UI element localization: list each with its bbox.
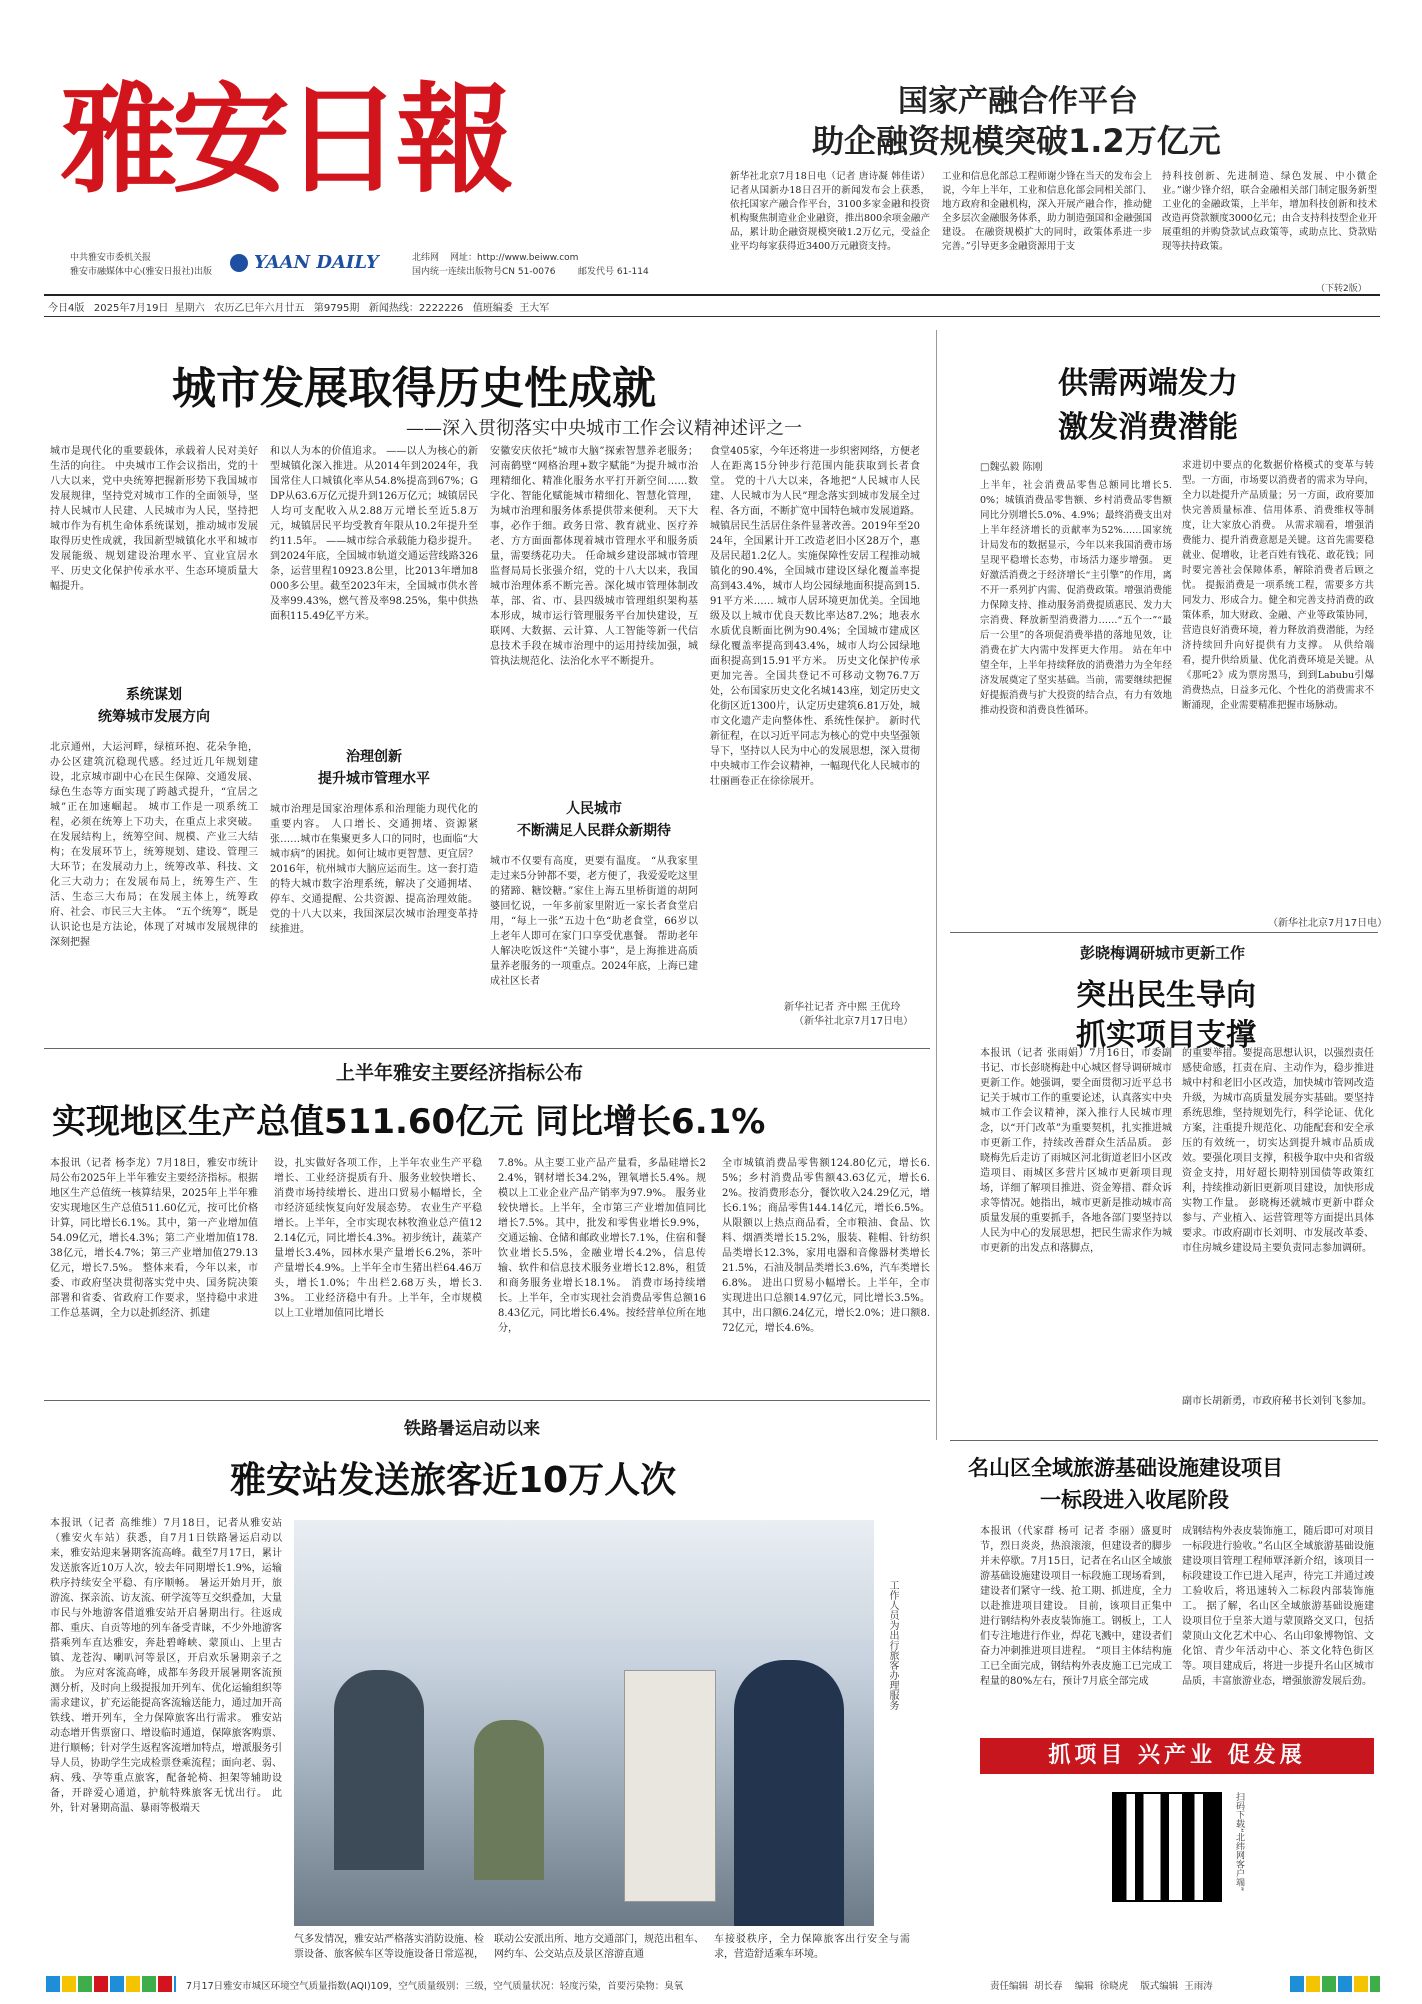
lead-col-3: 安徽安庆依托“城市大脑”探索智慧养老服务；河南鹤壁“网格治理+数字赋能”为提升城市治理精细化、精准化服务水平打开新空间……数字化、智能化赋能城市精细化、智慧化管理，为城市治理和服务体系提供带来便利。 天下大事，必作于细。政务日常、教育就业、医疗养老、方方面面都体现着城市管理水平和服务质量，需要绣花功夫。 任命城乡建设部城市管理监督局局长张强介绍，党的十八大以来，我国城市治理体系不断完善。深化城市管理体制改革，部、省、市、县四级城市管理组织架构基本形成，城市运行管理服务平台加快建设，互联网、大数据、云计算、人工智能等新一代信息技术手段在城市治理中的运用持续加强，城管执法规范化、法治化水平不断提升。 (490, 446, 698, 667)
website-url[interactable]: 网址：http://www.beiww.com (450, 253, 579, 263)
economy-top-rule (44, 1048, 930, 1049)
color-bar (1290, 1976, 1380, 1992)
lead-subhead-3b: 不断满足人民群众新期待 (517, 823, 671, 839)
staff-figure (734, 1660, 844, 1926)
top-story-continued: （下转2版） (1316, 284, 1367, 294)
column-divider (936, 330, 937, 1440)
lead-subhead-2b: 提升城市管理水平 (318, 771, 430, 787)
peng-kicker: 彭晓梅调研城市更新工作 (1080, 944, 1246, 962)
mingshan-headline-1: 名山区全域旅游基础设施建设项目 (968, 1456, 1283, 1480)
logo-icon (230, 254, 248, 272)
mingshan-col-1: 本报讯（代家群 杨可 记者 李丽）盛夏时节，烈日炎炎，热浪滚滚，但建设者的脚步并未停歇。7月15日，记者在名山区全域旅游基础设施建设项目一标段施工现场看到，建设者们紧守一线、抢工期、抓进度，全力以赴推进项目建设。 目前，该项目正集中进行钢结构外表皮装饰施工。钢板上，工人们专注地进行作业，焊花飞溅中，建设者们奋力冲刺推进项目进程。 “项目主体结构施工已全面完成，钢结构外表皮施工已完成工程量的80%左右，预计7月底全部完成 (980, 1526, 1172, 1687)
masthead-english: YAAN DAILY (254, 252, 379, 273)
mingshan-col-2: 成钢结构外表皮装饰施工，随后即可对项目一标段进行验收。”名山区全域旅游基础设施建设项目管理工程师覃泽新介绍，该项目一标段建设工作已进入尾声，待完工并通过竣工验收后，将迅速转入二标段内部装饰施工。 据了解，名山区全域旅游基础设施建设项目位于皇茶大道与蒙顶路交叉口，包括蒙顶山文化艺术中心、名山印象博物馆、文化馆、青少年活动中心、茶文化特色街区等。项目建成后，将进一步提升名山区城市品质，丰富旅游业态，增强旅游发展后劲。 (1182, 1526, 1374, 1687)
mingshan-headline-2: 一标段进入收尾阶段 (1040, 1488, 1229, 1512)
peng-col-2b: 副市长胡新勇，市政府秘书长刘钊飞参加。 (1182, 1396, 1372, 1407)
weather-line: 7月17日雅安市城区环境空气质量指数(AQI)109，空气质量级别：三级，空气质量状况：轻度污染，首要污染物：臭氧 (186, 1981, 684, 1992)
qr-code-icon[interactable] (1112, 1792, 1222, 1902)
ticket-gate (624, 1670, 716, 1902)
railway-photo (294, 1520, 874, 1926)
lead-subhead-1a: 系统谋划 (126, 687, 182, 703)
editors-line: 责任编辑 胡长春 编辑 徐晓虎 版式编辑 王雨涛 (990, 1981, 1213, 1992)
consumption-col-1: 上半年，社会消费品零售总额同比增长5.0%；城镇消费品零售额、乡村消费品零售额同比分别增长5.0%、4.9%；最终消费支出对上半年经济增长的贡献率为52%……国家统计局发布的数据显示，今年以来我国消费市场呈现平稳增长态势，市场活力逐步增强。 更好激活消费之于经济增长“主引擎”的作用，离不开一系列扩内需、促消费政策。增强消费能力保障支持、推动服务消费提质惠民、发力大宗消费、释放新型消费潜力……“五个一”“最后一公里”的各项促消费举措的落地见效，让消费在扩大内需中发挥更大作用。 站在年中望全年，上半年持续释放的消费潜力为全年经济发展奠定了坚实基础。当前，需要继续把握好提振消费与扩大投资的结合点，有力有效地推动投资和消费良性循环。 (980, 480, 1172, 716)
economy-col-1: 本报讯（记者 杨李龙）7月18日，雅安市统计局公布2025年上半年雅安主要经济指标。根据地区生产总值统一核算结果，2025年上半年雅安实现地区生产总值511.60亿元，按可比价格计算，同比增长6.1%。其中，第一产业增加值54.09亿元，增长4.3%；第二产业增加值178.38亿元，增长4.7%；第三产业增加值279.13亿元，增长7.5%。 整体来看，今年以来，市委、市政府坚决贯彻落实党中央、国务院决策部署和省委、省政府工作要求，坚持稳中求进工作总基调，全力以赴抓经济、抓建 (50, 1158, 258, 1319)
color-bar (46, 1976, 176, 1992)
masthead-rule (44, 294, 1380, 296)
postal-code: 邮发代号 61-114 (578, 267, 649, 277)
website-label: 北纬网 (412, 253, 440, 263)
consumption-headline-2: 激发消费潜能 (1058, 410, 1238, 445)
lead-headline: 城市发展取得历史性成就 (172, 363, 656, 414)
railway-below-3: 车接驳秩序，全力保障旅客出行安全与需求，营造舒适乘车环境。 (714, 1934, 910, 1960)
railway-kicker: 铁路暑运启动以来 (404, 1419, 540, 1439)
railway-below-2: 联动公安派出所、地方交通部门，规范出租车、网约车、公交站点及景区溶游直通 (494, 1934, 704, 1960)
economy-kicker: 上半年雅安主要经济指标公布 (336, 1062, 584, 1084)
top-story-col-3: 持科技创新、先进制造、绿色发展、中小微企业。”谢少锋介绍，联合金融相关部门制定服务新型工业化的金融政策，上半年，增加科技创新和技术改造再贷款额度3000亿元；由合支持科技型企业开展重组的并购贷款试点政策等，或助点比、贷款贴现等扶持政策。 (1162, 171, 1377, 252)
issn-line: 国内统一连续出版物号CN 51-0076 (412, 267, 556, 277)
slogan-ribbon: 抓项目 兴产业 促发展 (980, 1738, 1374, 1774)
lead-subhead-2a: 治理创新 (346, 749, 402, 765)
lead-col-2: 和以人为本的价值追求。 ——以人为核心的新型城镇化深入推进。从2014年到2024年，我国常住人口城镇化率从54.8%提高到67%；GDP从63.6万亿元提升到126万亿元；城镇居民人均可支配收入从2.88万元增长至近5.8万元，城镇居民平均受教育年限从10.2年提升至约11.5年。 ——城市综合承载能力稳步提升。到2024年底，全国城市轨道交通运营线路326条，运营里程10923.8公里，比2013年增加8000多公里。截至2023年末，全国城市供水普及率99.43%，燃气普及率98.25%，集中供热面积115.49亿平方米。 (270, 446, 478, 622)
top-story-headline-1: 国家产融合作平台 (898, 84, 1138, 119)
consumption-col-2: 求进切中要点的化数据价格模式的变革与转型。一方面，市场要以消费者的需求为导向，全力以赴提升产品质量；另一方面，政府要加快完善质量标准、信用体系、消费维权等制度，让大家放心消费。 从需求端看，增强消费能力、提升消费意愿是关键。这首先需要稳就业、促增收，让老百姓有钱花、敢花钱；同时要完善社会保障体系，解除消费者后顾之忧。 提振消费是一项系统工程，需要多方共同发力、形成合力。健全和完善支持消费的政策体系，加大财政、金融、产业等政策协同，营造良好消费环境，着力释放消费潜能，为经济持续回升向好提供有力支撑。 从供给端看，提升供给质量、优化消费环境是关键。从《那吒2》成为票房黑马，到到Labubu引爆消费热点，日益多元化、个性化的消费需求不断涌现，企业需要精准把握市场脉动。 (1182, 460, 1374, 711)
photo-caption: 工作人员为出行旅客办理服务 (887, 1580, 898, 1710)
passenger-figure (474, 1720, 544, 1880)
top-story-headline-2: 助企融资规模突破1.2万亿元 (812, 122, 1221, 160)
date-rule (44, 316, 1380, 317)
lead-subhead: ——深入贯彻落实中央城市工作会议精神述评之一 (406, 418, 802, 439)
lead-subhead-1b: 统筹城市发展方向 (98, 709, 210, 725)
date-line: 今日4版 2025年7月19日 星期六 农历乙巳年六月廿五 第9795期 新闻热线：2222226 值班编委 王大军 (48, 303, 550, 314)
railway-below-1: 气多发情况，雅安站严格落实消防设施、检票设备、旅客候车区等设施设备日常巡视， (294, 1934, 484, 1960)
railway-col-1: 本报讯（记者 高维维）7月18日，记者从雅安站（雅安火车站）获悉，自7月1日铁路暑运启动以来，雅安站迎来暑期客流高峰。截至7月17日，累计发送旅客近10万人次，较去年同期增长1.9%，运输秩序持续安全平稳、有序顺畅。 暑运开始月开，旅游流、探亲流、访友流、研学流等互交织叠加，大量市民与外地游客借道雅安站开启暑期出行。往返成都、重庆、自贡等地的列车备受青睐，不少外地游客搭乘列车直达雅安，奔赴碧峰峡、蒙顶山、上里古镇、龙苍沟、喇叭河等景区，开启欢乐暑期亲子之旅。 为应对客流高峰，成都车务段开展暑期客流预测分析，及时向上级提报加开列车、优化运输组织等需求建议，扩充运能提高客流输送能力，通过加开高铁线、增开列车，全力保障旅客出行需求。 雅安站动态增开售票窗口、增设临时通道，保障旅客购票、进行顺畅；针对学生返程客流增加特点，增派服务引导人员，协助学生完成检票登乘流程；面向老、弱、病、残、孕等重点旅客，配备轮椅、担架等辅助设备，开辟爱心通道，护航特殊旅客无忧出行。 此外，针对暑期高温、暴雨等极端天 (50, 1518, 282, 1814)
peng-headline-1: 突出民生导向 (1076, 978, 1256, 1013)
sponsor-line-1: 中共雅安市委机关报 (70, 253, 152, 263)
masthead-title: 雅安日報 (60, 70, 509, 209)
economy-col-3: 7.8%。从主要工业产品产量看，多晶硅增长22.4%，钢材增长34.2%，锂氧增长5.4%。规模以上工业企业产品产销率为97.9%。 服务业较快增长。上半年，全市第三产业增加值同比增长7.5%。其中，批发和零售业增长9.9%，交通运输、仓储和邮政业增长7.1%，住宿和餐饮业增长5.5%，金融业增长4.2%，信息传输、软件和信息技术服务业增长12.8%，租赁和商务服务业增长18.1%。 消费市场持续增长。上半年，全市实现社会消费品零售总额168.43亿元，同比增长6.4%。按经营单位所在地分， (498, 1158, 706, 1334)
economy-bottom-rule (44, 1400, 930, 1401)
peng-col-1: 本报讯（记者 张雨娟）7月16日，市委副书记、市长彭晓梅赴中心城区督导调研城市更新工作。她强调，要全面贯彻习近平总书记关于城市工作的重要论述，认真落实中央城市工作会议精神，深入推行人民城市理念，以“开门改革”为重要契机，扎实推进城市更新工作，持续改善群众生活品质。 彭晓梅先后走访了雨城区河北街道老旧小区改造项目、雨城区多营片区城市更新项目现场，详细了解项目推进、资金筹措、群众诉求等情况。她指出，城市更新是推动城市高质量发展的重要抓手，各地各部门要坚持以人民为中心的发展思想，把民生需求作为城市更新的出发点和落脚点， (980, 1048, 1172, 1254)
railway-headline: 雅安站发送旅客近10万人次 (230, 1460, 677, 1501)
consumption-rule (950, 932, 1378, 933)
consumption-byline: □魏弘毅 陈刚 (980, 462, 1043, 473)
lead-subhead-3a: 人民城市 (566, 801, 622, 817)
lead-byline: 新华社记者 齐中熙 王优玲 (784, 1002, 901, 1013)
qr-caption: 扫码下载“北纬网客户端” (1234, 1792, 1244, 1892)
lead-col-1b: 北京通州，大运河畔，绿植环抱、花朵争艳，办公区建筑沉稳现代感。经过近几年规划建设，北京城市副中心在民生保障、交通发展、绿色生态等方面实现了跨越式提升，“宜居之城”正在加速崛起。 城市工作是一项系统工程，必须在统筹上下功夫，在重点上求突破。 在发展结构上，统筹空间、规模、产业三大结构；在发展环节上，统筹规划、建设、管理三大环节；在发展动力上，统筹改革、科技、文化三大动力；在发展布局上，统筹生产、生活、生态三大布局；在发展主体上，统筹政府、社会、市民三大主体。 “五个统筹”，既是认识论也是方法论，体现了对城市发展规律的深刻把握 (50, 742, 258, 948)
consumption-dateline: （新华社北京7月17日电） (1268, 918, 1388, 929)
economy-col-4: 全市城镇消费品零售额124.80亿元，增长6.5%；乡村消费品零售额43.63亿元，增长6.2%。按消费形态分，餐饮收入24.29亿元，增长6.1%；商品零售144.14亿元，增长6.5%。从限额以上热点商品看，全市粮油、食品、饮料、烟酒类增长15.2%，服装、鞋帽、针纺织品类增长12.3%，家用电器和音像器材类增长21.5%，石油及制品类增长3.6%，汽车类增长6.8%。 进出口贸易小幅增长。上半年，全市实现进出口总额14.97亿元，同比增长3.5%。其中，出口额6.24亿元，增长2.0%；进口额8.72亿元，增长4.6%。 (722, 1158, 930, 1334)
station-ceiling (294, 1520, 874, 1640)
peng-col-2: 的重要举措。要提高思想认识，以强烈责任感使命感，扛责在肩、主动作为，稳步推进城中村和老旧小区改造，加快城市管网改造升级，为城市高质量发展夯实基础。要坚持系统思维，坚持规划先行，科学论证、优化方案，注重提升规范化、功能配套和安全承压的有效统一，切实达到提升城市品质成效。要强化项目支撑，积极争取中央和省级资金支持，用好超长期特别国债等政策红利，持续推动新旧更新项目建设，加快形成实物工作量。 彭晓梅还就城市更新中群众参与、产业植入、运营管理等方面提出具体要求。市政府副市长刘明、市发展改革委、市住房城乡建设局主要负责同志参加调研。 (1182, 1048, 1374, 1254)
sponsor-line-2: 雅安市融媒体中心(雅安日报社)出版 (70, 267, 213, 277)
masthead-english-wrap (230, 252, 400, 276)
lead-col-1: 城市是现代化的重要载体，承载着人民对美好生活的向往。 中央城市工作会议指出，党的十八大以来，党中央统筹把握新形势下我国城市发展规律，坚持党对城市工作的全面领导，坚持人民城市人民建、人民城市为人民，坚持把城市作为有机生命体系统谋划，推动城市发展取得历史性成就，我国新型城镇化水平和城市发展能级、规划建设治理水平、宜业宜居水平、历史文化保护传承水平、生态环境质量大幅提升。 (50, 446, 258, 592)
peng-headline-2: 抓实项目支撑 (1076, 1018, 1256, 1053)
lead-dateline: （新华社北京7月17日电） (794, 1016, 914, 1027)
top-story-col-2: 工业和信息化部总工程师谢少锋在当天的发布会上说，今年上半年，工业和信息化部会同相关部门、地方政府和金融机构，深入开展产融合作，推动健全多层次金融服务体系，助力制造强国和金融强国建设。 在融资规模扩大的同时，政策体系进一步完善。”引导更多金融资源用于支 (942, 171, 1152, 252)
economy-headline: 实现地区生产总值511.60亿元 同比增长6.1% (52, 1102, 766, 1142)
lead-col-4: 食堂405家，今年还将进一步织密网络，方便老人在距离15分钟步行范围内能获取到长者食堂。 党的十八大以来，各地把“人民城市人民建、人民城市为人民”理念落实到城市发展全过程、各方面，不断扩宽中国特色城市发展道路。 城镇居民生活居住条件显著改善。2019年至2024年，全国累计开工改造老旧小区28万个，惠及居民超1.2亿人。实施保障性安居工程推动城镇化的90.4%，全国城市建设区绿化覆盖率提高到43.4%，城市人均公园绿地面积提高到15.91平方米…… 城市人居环境更加优美。全国地级及以上城市优良天数比率达87.2%；地表水水质优良断面比例为90.4%；全国城市建成区绿化覆盖率提高到43.4%，城市人均公园绿地面积提高到15.91平方米。 历史文化保护传承更加完善。全国共登记不可移动文物76.7万处，公布国家历史文化名城143座，划定历史文化街区近1300片，认定历史建筑6.81万处，城市文化遗产走向整体性、系统性保护。 新时代新征程，在以习近平同志为核心的党中央坚强领导下，坚持以人民为中心的发展思想，深入贯彻中央城市工作会议精神，一幅现代化人民城市的壮丽画卷正在徐徐展开。 (710, 446, 920, 787)
lead-col-2b: 城市治理是国家治理体系和治理能力现代化的重要内容。 人口增长、交通拥堵、资源紧张……城市在集聚更多人口的同时，也面临“大城市病”的困扰。如何让城市更智慧、更宜居？ 2016年，杭州城市大脑应运而生。这一套打造的特大城市数字治理系统，解决了交通拥堵、停车、交通提醒、公共资源、提高治理效能。 党的十八大以来，我国深层次城市治理变革持续推进。 (270, 804, 478, 935)
passenger-figure (334, 1670, 424, 1870)
lead-col-3b: 城市不仅要有高度，更要有温度。 “从我家里走过来5分钟都不要，老方便了，我爱爱吃这里的猪蹄、糖饺糖。”家住上海五里桥街道的胡阿婆回忆说，一年多前家里附近一家长者食堂启用，“每上一张”五边十色“助老食堂，66岁以上老年人即可在家门口享受优惠餐。 帮助老年人解决吃饭这件“关键小事”，是上海推进高质量养老服务的一项重点。2024年底，上海已建成社区长者 (490, 856, 698, 987)
mingshan-rule (950, 1440, 1378, 1441)
consumption-headline-1: 供需两端发力 (1058, 366, 1238, 401)
top-story-col-1: 新华社北京7月18日电（记者 唐诗凝 韩佳诺）记者从国新办18日召开的新闻发布会上获悉，依托国家产融合作平台，3100多家金融和投资机构聚焦制造业企业融资，推出800余项金融产品，累计助企融资规模突破1.2万亿元，受益企业平均每家获得近3400万元融资支持。 (730, 171, 930, 252)
economy-col-2: 设，扎实做好各项工作，上半年农业生产平稳增长、工业经济提质有升、服务业较快增长、消费市场持续增长、进出口贸易小幅增长，全市经济延续恢复向好发展态势。 农业生产平稳增长。上半年，全市实现农林牧渔业总产值122.14亿元，同比增长4.3%。初步统计，蔬菜产量增长3.4%，园林水果产量增长6.2%，茶叶产量增长4.9%。上半年全市生猪出栏64.46万头，增长1.0%；牛出栏2.68万头，增长3.3%。 工业经济稳中有升。上半年，全市规模以上工业增加值同比增长 (274, 1158, 482, 1319)
